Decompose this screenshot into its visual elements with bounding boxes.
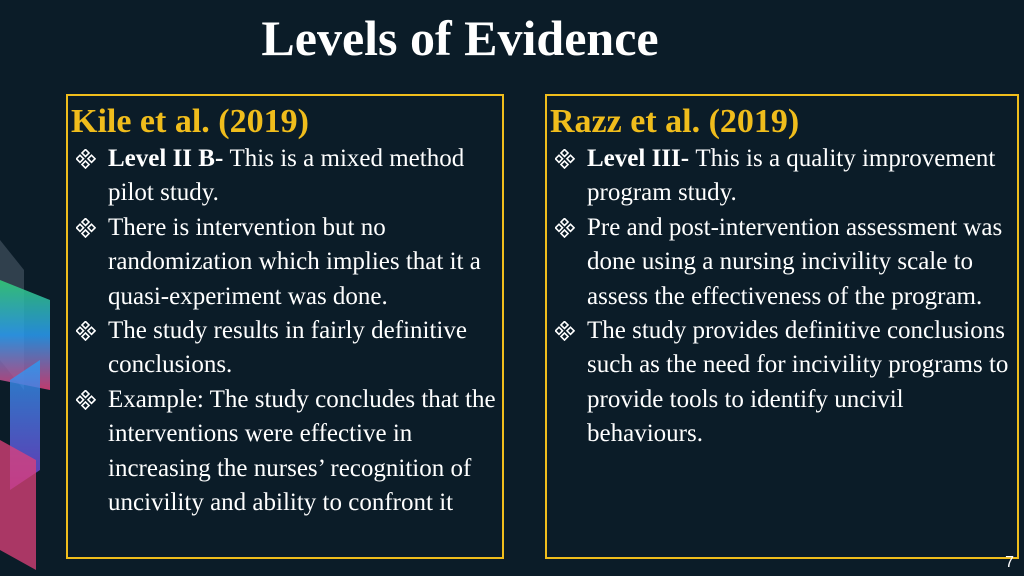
diamond-four-icon <box>553 211 577 245</box>
diamond-four-icon <box>553 314 577 348</box>
slide-title: Levels of Evidence <box>261 10 659 66</box>
list-item <box>68 314 502 383</box>
list-item <box>547 211 1017 314</box>
list-item <box>68 211 502 314</box>
point-text: This is a mixed method pilot study. <box>108 145 465 207</box>
point-text: There is intervention but no randomization which implies that it a quasi-experiment was done. <box>108 213 481 310</box>
right-heading: Razz et al. (2019) <box>550 103 800 140</box>
point-text: Pre and post-intervention assessment was done using a nursing incivility scale to assess the effectiveness of the program. <box>587 213 1003 310</box>
page-number: 7 <box>1005 554 1014 571</box>
point-text: Example: The study concludes that the interventions were effective in increasing the nurses’ recognition of uncivility and ability to confront it <box>108 385 496 517</box>
left-study-box <box>66 94 504 559</box>
list-item <box>547 142 1017 211</box>
diamond-four-icon <box>74 142 98 176</box>
point-lead: Level II B- <box>108 145 230 172</box>
point-text: The study results in fairly definitive conclusions. <box>108 317 467 379</box>
right-bullet-list <box>547 142 1017 452</box>
point-lead: Level III- <box>587 145 696 172</box>
list-item <box>68 142 502 211</box>
diamond-four-icon <box>553 142 577 176</box>
list-item <box>68 383 502 521</box>
point-text: The study provides definitive conclusions such as the need for incivility programs to provide tools to identify uncivil behaviours. <box>587 317 1009 448</box>
left-heading: Kile et al. (2019) <box>71 103 309 140</box>
point-text: This is a quality improvement program study. <box>587 145 996 207</box>
right-study-box <box>545 94 1019 559</box>
decorative-stripes <box>0 240 70 576</box>
left-bullet-list <box>68 142 502 520</box>
diamond-four-icon <box>74 383 98 417</box>
diamond-four-icon <box>74 314 98 348</box>
diamond-four-icon <box>74 211 98 245</box>
list-item <box>547 314 1017 452</box>
